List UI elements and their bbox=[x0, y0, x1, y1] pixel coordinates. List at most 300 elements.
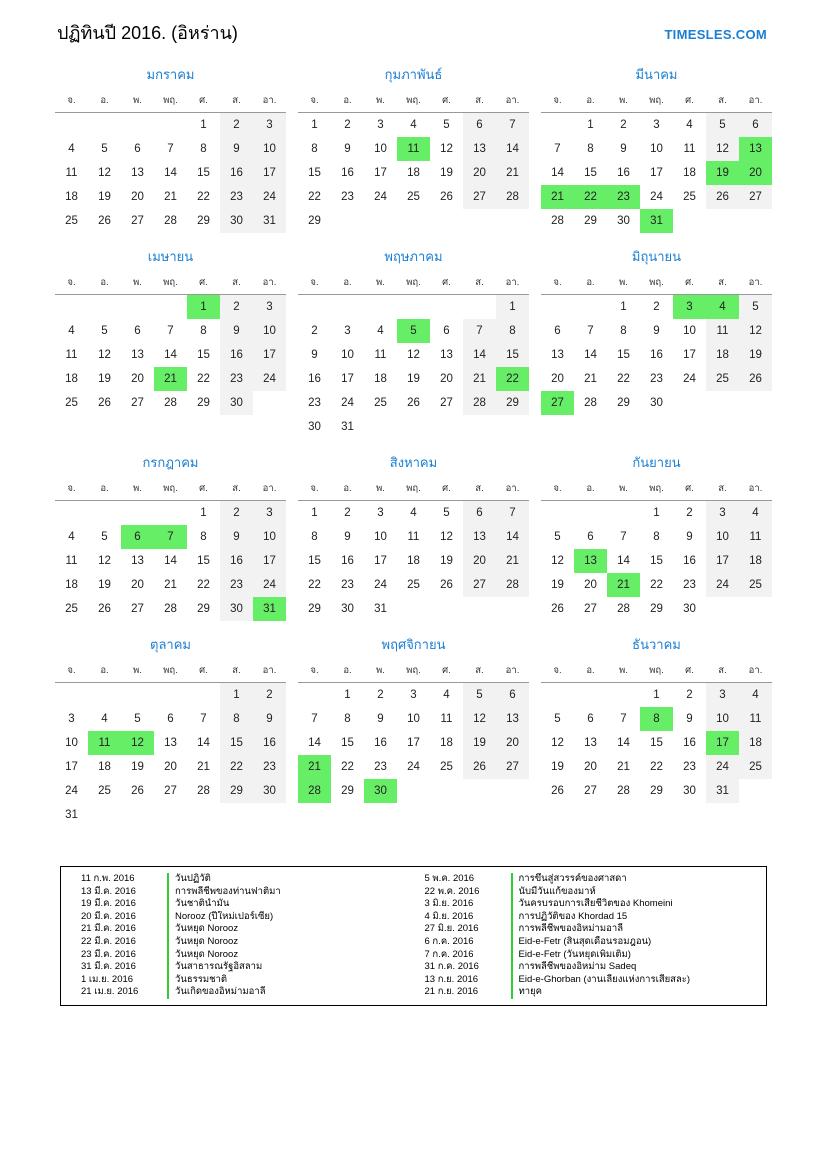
day-cell: 17 bbox=[650, 167, 663, 179]
day-cell: 16 bbox=[220, 343, 253, 367]
week-row bbox=[55, 319, 286, 343]
month-name: กรกฎาคม bbox=[142, 455, 199, 470]
empty-cell bbox=[739, 597, 772, 621]
empty-cell bbox=[496, 209, 529, 233]
day-cell: 18 bbox=[65, 373, 78, 385]
empty-cell bbox=[397, 295, 430, 320]
day-cell: 17 bbox=[341, 373, 354, 385]
week-row bbox=[541, 185, 772, 209]
day-cell: 12 bbox=[440, 531, 453, 543]
day-cell: 2 bbox=[620, 119, 627, 131]
weekday-header: ศ. bbox=[430, 91, 463, 113]
day-cell: 16 bbox=[308, 373, 321, 385]
empty-cell bbox=[673, 209, 706, 233]
weekday-header: ส. bbox=[220, 273, 253, 295]
day-cell: 14 bbox=[164, 167, 177, 179]
weekday-header: อา. bbox=[739, 661, 772, 683]
week-row bbox=[541, 161, 772, 185]
weekday-header: อ. bbox=[331, 661, 364, 683]
day-cell: 22 bbox=[650, 579, 663, 591]
day-cell: 4 bbox=[68, 143, 75, 155]
day-cell: 12 bbox=[98, 555, 111, 567]
week-row bbox=[298, 683, 529, 708]
empty-cell bbox=[397, 597, 430, 621]
day-cell: 12 bbox=[407, 349, 420, 361]
day-cell: 24 bbox=[683, 373, 696, 385]
legend-row bbox=[415, 974, 759, 987]
day-cell: 19 bbox=[407, 373, 420, 385]
day-cell: 14 bbox=[164, 349, 177, 361]
week-row bbox=[55, 731, 286, 755]
weekday-header: พฤ. bbox=[397, 273, 430, 295]
weekday-header: ศ. bbox=[430, 479, 463, 501]
day-cell: 12 bbox=[463, 707, 496, 731]
day-cell: 21 bbox=[617, 761, 630, 773]
day-cell: 15 bbox=[197, 349, 210, 361]
day-cell: 25 bbox=[440, 761, 453, 773]
legend-text: ทายุค bbox=[518, 986, 543, 998]
legend-row bbox=[415, 986, 759, 999]
day-cell: 21 bbox=[164, 579, 177, 591]
day-cell: 7 bbox=[496, 501, 529, 526]
day-cell: 4 bbox=[739, 501, 772, 526]
month-block bbox=[55, 635, 286, 827]
day-cell: 1 bbox=[220, 683, 253, 708]
day-cell: 4 bbox=[68, 325, 75, 337]
day-cell: 16 bbox=[683, 737, 696, 749]
day-cell: 21 bbox=[164, 191, 177, 203]
empty-cell bbox=[298, 683, 331, 708]
day-cell: 23 bbox=[308, 397, 321, 409]
day-cell: 14 bbox=[584, 349, 597, 361]
day-cell-holiday: 21 bbox=[154, 367, 187, 391]
day-cell: 2 bbox=[377, 689, 384, 701]
day-cell: 25 bbox=[739, 755, 772, 779]
legend-date: 1 เม.ย. 2016 bbox=[81, 973, 134, 985]
day-cell: 26 bbox=[98, 215, 111, 227]
day-cell: 9 bbox=[220, 319, 253, 343]
day-cell: 10 bbox=[650, 143, 663, 155]
day-cell: 16 bbox=[220, 549, 253, 573]
day-cell: 21 bbox=[496, 161, 529, 185]
week-row bbox=[55, 549, 286, 573]
legend-date: 22 มี.ค. 2016 bbox=[81, 935, 136, 947]
day-cell: 9 bbox=[686, 713, 693, 725]
legend-text: การปฏิวัติของ Khordad 15 bbox=[518, 910, 628, 922]
day-cell: 13 bbox=[131, 555, 144, 567]
day-cell: 4 bbox=[101, 713, 108, 725]
weekday-header: ศ. bbox=[673, 661, 706, 683]
legend-color-bar bbox=[511, 949, 513, 962]
week-row bbox=[541, 367, 772, 391]
day-cell: 27 bbox=[584, 603, 597, 615]
day-cell: 19 bbox=[739, 343, 772, 367]
day-cell: 28 bbox=[551, 215, 564, 227]
weekday-header: พฤ. bbox=[154, 661, 187, 683]
day-cell: 25 bbox=[65, 397, 78, 409]
day-cell: 3 bbox=[653, 119, 660, 131]
day-cell: 9 bbox=[686, 531, 693, 543]
day-cell: 28 bbox=[164, 397, 177, 409]
day-cell: 7 bbox=[496, 113, 529, 138]
legend-row bbox=[71, 974, 415, 987]
weekday-header: ส. bbox=[706, 273, 739, 295]
weekday-header: พฤ. bbox=[154, 479, 187, 501]
day-cell-holiday: 6 bbox=[121, 525, 154, 549]
weekday-header: อา. bbox=[253, 479, 286, 501]
legend-date: 4 มิ.ย. 2016 bbox=[424, 910, 474, 922]
day-cell-holiday: 4 bbox=[706, 295, 739, 320]
day-cell: 7 bbox=[587, 325, 594, 337]
weekday-header: ส. bbox=[220, 661, 253, 683]
day-cell: 17 bbox=[253, 161, 286, 185]
empty-cell bbox=[154, 501, 187, 526]
weekday-header: ส. bbox=[463, 479, 496, 501]
month-block bbox=[55, 453, 286, 621]
week-row bbox=[298, 731, 529, 755]
day-cell-holiday: 31 bbox=[640, 209, 673, 233]
day-cell: 6 bbox=[587, 531, 594, 543]
empty-cell bbox=[739, 779, 772, 803]
day-cell: 10 bbox=[374, 531, 387, 543]
day-cell: 27 bbox=[463, 573, 496, 597]
week-row bbox=[298, 779, 529, 803]
day-cell: 8 bbox=[587, 143, 594, 155]
legend-color-bar bbox=[511, 986, 513, 999]
weekday-header: พ. bbox=[121, 91, 154, 113]
day-cell: 21 bbox=[463, 367, 496, 391]
legend-row bbox=[71, 923, 415, 936]
day-cell: 22 bbox=[197, 579, 210, 591]
day-cell: 24 bbox=[650, 191, 663, 203]
day-cell-holiday: 22 bbox=[574, 185, 607, 209]
day-cell: 20 bbox=[584, 761, 597, 773]
day-cell: 30 bbox=[220, 391, 253, 415]
empty-cell bbox=[397, 415, 430, 439]
day-cell: 15 bbox=[308, 167, 321, 179]
weekday-header: จ. bbox=[541, 273, 574, 295]
weekday-header: พฤ. bbox=[640, 661, 673, 683]
day-cell: 27 bbox=[496, 755, 529, 779]
day-cell: 30 bbox=[308, 421, 321, 433]
day-cell: 24 bbox=[341, 397, 354, 409]
weekday-header: อ. bbox=[331, 479, 364, 501]
empty-cell bbox=[298, 295, 331, 320]
empty-cell bbox=[496, 597, 529, 621]
day-cell: 8 bbox=[200, 325, 207, 337]
day-cell: 19 bbox=[440, 555, 453, 567]
day-cell: 5 bbox=[101, 143, 108, 155]
weekday-header: จ. bbox=[298, 273, 331, 295]
day-cell: 6 bbox=[463, 501, 496, 526]
weekday-header: อา. bbox=[739, 479, 772, 501]
weekday-header: จ. bbox=[541, 479, 574, 501]
day-cell: 3 bbox=[706, 501, 739, 526]
day-cell: 7 bbox=[620, 531, 627, 543]
week-row bbox=[55, 161, 286, 185]
day-cell: 29 bbox=[584, 215, 597, 227]
empty-cell bbox=[88, 683, 121, 708]
legend-text: Eid-e-Fetr (วันหยุดเพิ่มเติม) bbox=[518, 948, 631, 960]
day-cell: 21 bbox=[496, 549, 529, 573]
legend-text: วันสาธารณรัฐอิสลาม bbox=[175, 961, 263, 973]
week-row bbox=[298, 137, 529, 161]
legend-date: 13 ก.ย. 2016 bbox=[424, 973, 479, 985]
day-cell: 6 bbox=[167, 713, 174, 725]
day-cell: 15 bbox=[308, 555, 321, 567]
week-row bbox=[298, 209, 529, 233]
legend-text: Eid-e-Fetr (สิ้นสุดเดือนรอมฎอน) bbox=[518, 935, 652, 947]
day-cell: 9 bbox=[311, 349, 318, 361]
day-cell: 3 bbox=[253, 295, 286, 320]
empty-cell bbox=[253, 391, 286, 415]
legend-row bbox=[415, 961, 759, 974]
week-row bbox=[298, 501, 529, 526]
day-cell: 19 bbox=[98, 579, 111, 591]
empty-cell bbox=[463, 597, 496, 621]
day-cell-holiday: 7 bbox=[154, 525, 187, 549]
day-cell: 2 bbox=[686, 689, 693, 701]
day-cell: 7 bbox=[167, 143, 174, 155]
day-cell: 27 bbox=[131, 215, 144, 227]
day-cell: 10 bbox=[374, 143, 387, 155]
day-cell: 25 bbox=[706, 367, 739, 391]
month-name: มกราคม bbox=[146, 67, 195, 82]
day-cell-holiday: 21 bbox=[607, 573, 640, 597]
legend-color-bar bbox=[167, 898, 169, 911]
weekday-header: พฤ. bbox=[640, 479, 673, 501]
day-cell: 13 bbox=[131, 167, 144, 179]
empty-cell bbox=[121, 803, 154, 827]
day-cell: 18 bbox=[407, 555, 420, 567]
day-cell: 14 bbox=[551, 167, 564, 179]
day-cell: 29 bbox=[308, 215, 321, 227]
day-cell: 10 bbox=[253, 319, 286, 343]
empty-cell bbox=[541, 501, 574, 526]
empty-cell bbox=[463, 295, 496, 320]
weekday-header: อ. bbox=[331, 273, 364, 295]
day-cell: 27 bbox=[463, 185, 496, 209]
legend-column-left bbox=[71, 873, 415, 999]
empty-cell bbox=[364, 415, 397, 439]
day-cell: 1 bbox=[496, 295, 529, 320]
day-cell-holiday: 13 bbox=[739, 137, 772, 161]
day-cell: 3 bbox=[377, 507, 384, 519]
weekday-header: พ. bbox=[607, 273, 640, 295]
legend-text: นับมีวันแก้ของมาห์ bbox=[518, 885, 596, 897]
day-cell: 7 bbox=[311, 713, 318, 725]
weekday-header: พ. bbox=[607, 479, 640, 501]
day-cell: 4 bbox=[68, 531, 75, 543]
month-name: พฤศจิกายน bbox=[381, 637, 446, 652]
legend-text: วันหยุด Norooz bbox=[175, 935, 239, 947]
day-cell: 14 bbox=[164, 555, 177, 567]
legend-date: 21 เม.ย. 2016 bbox=[81, 986, 139, 998]
day-cell: 13 bbox=[463, 525, 496, 549]
month-table bbox=[298, 91, 529, 233]
day-cell: 28 bbox=[197, 785, 210, 797]
day-cell: 20 bbox=[463, 161, 496, 185]
weekday-header: พฤ. bbox=[397, 91, 430, 113]
day-cell: 15 bbox=[197, 167, 210, 179]
day-cell: 30 bbox=[220, 209, 253, 233]
day-cell: 5 bbox=[443, 119, 450, 131]
week-row bbox=[298, 597, 529, 621]
day-cell: 1 bbox=[587, 119, 594, 131]
legend-date: 5 พ.ค. 2016 bbox=[424, 873, 475, 884]
day-cell: 11 bbox=[440, 713, 453, 725]
empty-cell bbox=[463, 209, 496, 233]
legend-color-bar bbox=[167, 936, 169, 949]
day-cell: 24 bbox=[374, 579, 387, 591]
day-cell: 31 bbox=[706, 779, 739, 803]
week-row bbox=[541, 549, 772, 573]
day-cell: 30 bbox=[650, 397, 663, 409]
empty-cell bbox=[574, 501, 607, 526]
empty-cell bbox=[430, 779, 463, 803]
legend-color-bar bbox=[511, 898, 513, 911]
day-cell: 3 bbox=[253, 501, 286, 526]
day-cell: 20 bbox=[496, 731, 529, 755]
day-cell: 25 bbox=[683, 191, 696, 203]
empty-cell bbox=[706, 209, 739, 233]
day-cell: 11 bbox=[65, 167, 78, 179]
day-cell: 28 bbox=[463, 391, 496, 415]
day-cell: 16 bbox=[374, 737, 387, 749]
empty-cell bbox=[430, 295, 463, 320]
day-cell: 3 bbox=[706, 683, 739, 708]
day-cell: 19 bbox=[551, 579, 564, 591]
legend-row bbox=[415, 911, 759, 924]
month-name: พฤษภาคม bbox=[384, 249, 443, 264]
day-cell: 4 bbox=[377, 325, 384, 337]
day-cell: 23 bbox=[220, 367, 253, 391]
day-cell: 8 bbox=[311, 531, 318, 543]
week-row bbox=[298, 185, 529, 209]
week-row bbox=[541, 113, 772, 138]
empty-cell bbox=[220, 803, 253, 827]
day-cell: 22 bbox=[341, 761, 354, 773]
empty-cell bbox=[55, 683, 88, 708]
day-cell: 16 bbox=[253, 731, 286, 755]
empty-cell bbox=[88, 803, 121, 827]
empty-cell bbox=[430, 209, 463, 233]
day-cell: 28 bbox=[496, 573, 529, 597]
week-row bbox=[55, 137, 286, 161]
day-cell: 15 bbox=[341, 737, 354, 749]
empty-cell bbox=[397, 209, 430, 233]
day-cell: 3 bbox=[68, 713, 75, 725]
day-cell: 26 bbox=[551, 785, 564, 797]
weekday-header: พฤ. bbox=[154, 91, 187, 113]
week-row bbox=[55, 113, 286, 138]
day-cell: 30 bbox=[683, 603, 696, 615]
day-cell: 13 bbox=[463, 137, 496, 161]
legend-color-bar bbox=[167, 873, 169, 886]
day-cell: 28 bbox=[584, 397, 597, 409]
day-cell: 1 bbox=[200, 119, 207, 131]
month-name: มีนาคม bbox=[635, 67, 678, 82]
weekday-header: พ. bbox=[121, 479, 154, 501]
day-cell-holiday: 22 bbox=[496, 367, 529, 391]
day-cell: 9 bbox=[653, 325, 660, 337]
day-cell: 24 bbox=[706, 573, 739, 597]
empty-cell bbox=[121, 683, 154, 708]
weekday-header: ส. bbox=[706, 479, 739, 501]
day-cell: 18 bbox=[739, 731, 772, 755]
month-table bbox=[541, 479, 772, 621]
legend-column-right bbox=[415, 873, 759, 999]
month-table bbox=[55, 479, 286, 621]
day-cell: 5 bbox=[101, 531, 108, 543]
legend-box bbox=[60, 866, 767, 1006]
legend-text: วันชาติน้ำมัน bbox=[175, 898, 230, 910]
week-row bbox=[541, 295, 772, 320]
day-cell-holiday: 5 bbox=[397, 319, 430, 343]
week-row bbox=[298, 415, 529, 439]
day-cell: 8 bbox=[220, 707, 253, 731]
month-table bbox=[298, 273, 529, 439]
day-cell: 23 bbox=[220, 185, 253, 209]
day-cell: 2 bbox=[686, 507, 693, 519]
day-cell: 30 bbox=[220, 597, 253, 621]
month-name: เมษายน bbox=[147, 249, 194, 264]
day-cell: 9 bbox=[344, 143, 351, 155]
weekday-header: พ. bbox=[607, 661, 640, 683]
legend-row bbox=[415, 898, 759, 911]
weekday-header: ส. bbox=[706, 661, 739, 683]
weekday-header: ศ. bbox=[430, 273, 463, 295]
day-cell: 18 bbox=[706, 343, 739, 367]
weekday-header: จ. bbox=[55, 273, 88, 295]
legend-color-bar bbox=[511, 961, 513, 974]
day-cell: 11 bbox=[65, 555, 78, 567]
weekday-header: อ. bbox=[331, 91, 364, 113]
day-cell: 3 bbox=[410, 689, 417, 701]
day-cell-holiday: 31 bbox=[253, 597, 286, 621]
day-cell: 27 bbox=[131, 397, 144, 409]
day-cell: 28 bbox=[617, 785, 630, 797]
legend-date: 11 ก.พ. 2016 bbox=[81, 873, 135, 884]
day-cell-holiday: 19 bbox=[706, 161, 739, 185]
empty-cell bbox=[253, 803, 286, 827]
weekday-header: พ. bbox=[121, 273, 154, 295]
empty-cell bbox=[331, 209, 364, 233]
day-cell: 14 bbox=[308, 737, 321, 749]
day-cell: 19 bbox=[440, 167, 453, 179]
day-cell: 25 bbox=[739, 573, 772, 597]
day-cell: 23 bbox=[341, 191, 354, 203]
month-name: มิถุนายน bbox=[631, 249, 682, 264]
week-row bbox=[298, 391, 529, 415]
day-cell: 11 bbox=[374, 349, 387, 361]
weekday-header: อา. bbox=[496, 661, 529, 683]
day-cell: 24 bbox=[253, 185, 286, 209]
weekday-header: ศ. bbox=[673, 479, 706, 501]
week-row bbox=[541, 209, 772, 233]
day-cell: 2 bbox=[220, 501, 253, 526]
weekday-header: อ. bbox=[574, 273, 607, 295]
day-cell: 26 bbox=[440, 191, 453, 203]
day-cell-holiday: 30 bbox=[364, 779, 397, 803]
weekday-header: ส. bbox=[220, 479, 253, 501]
day-cell-holiday: 11 bbox=[397, 137, 430, 161]
day-cell: 1 bbox=[200, 507, 207, 519]
day-cell: 1 bbox=[311, 119, 318, 131]
day-cell: 18 bbox=[65, 191, 78, 203]
week-row bbox=[298, 161, 529, 185]
day-cell: 9 bbox=[620, 143, 627, 155]
